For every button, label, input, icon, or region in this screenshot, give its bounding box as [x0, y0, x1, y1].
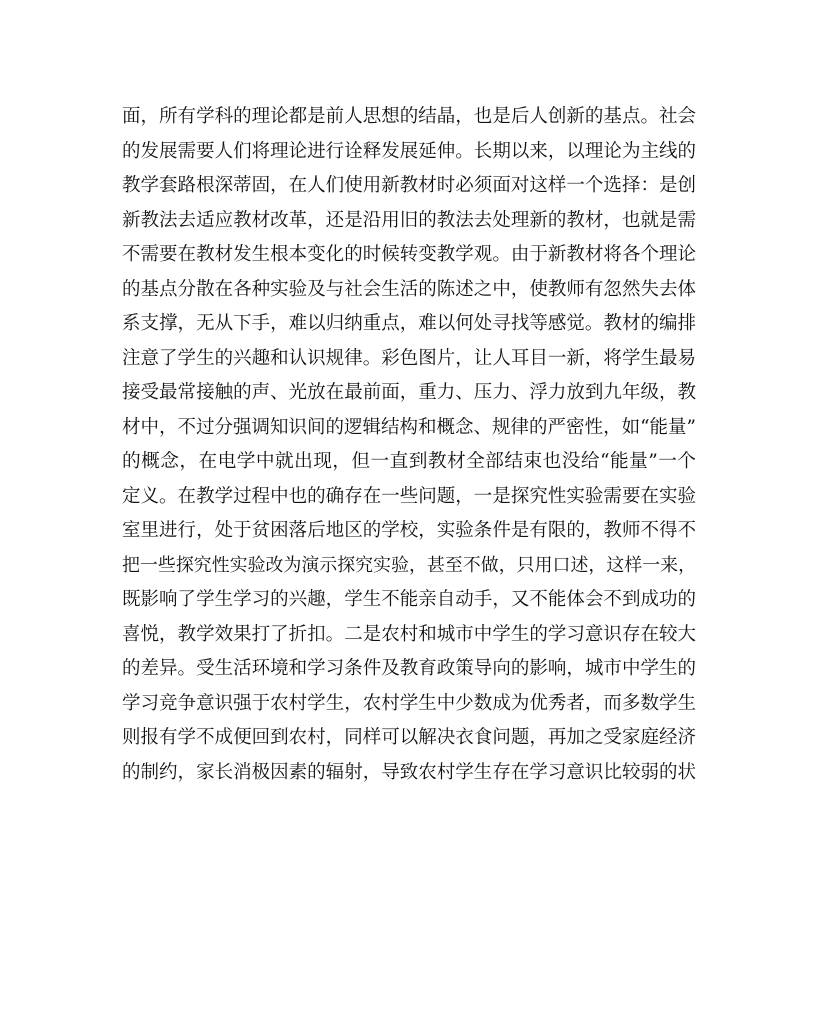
text-line: 面，所有学科的理论都是前人思想的结晶，也是后人创新的基点。社会	[122, 106, 696, 127]
text-line: 接受最常接触的声、光放在最前面，重力、压力、浮力放到九年级，教	[122, 382, 696, 403]
text-line: 的基点分散在各种实验及与社会生活的陈述之中，使教师有忽然失去体	[122, 278, 696, 300]
text-line: 系支撑，无从下手，难以归纳重点，难以何处寻找等感觉。教材的编排	[122, 313, 696, 334]
text-line: 把一些探究性实验改为演示探究实验，甚至不做，只用口述，这样一来，	[122, 554, 696, 576]
text-line: 学习竞争意识强于农村学生，农村学生中少数成为优秀者，而多数学生	[122, 692, 696, 714]
text-line: 室里进行，处于贫困落后地区的学校，实验条件是有限的，教师不得不	[122, 520, 696, 541]
text-line: 的差异。受生活环境和学习条件及教育政策导向的影响，城市中学生的	[122, 658, 696, 679]
text-line: 的概念，在电学中就出现，但一直到教材全部结束也没给“能量”一个	[122, 451, 696, 472]
text-line: 教学套路根深蒂固，在人们使用新教材时必须面对这样一个选择：是创	[122, 175, 696, 196]
text-line: 注意了学生的兴趣和认识规律。彩色图片，让人耳目一新，将学生最易	[122, 347, 696, 369]
text-line: 既影响了学生学习的兴趣，学生不能亲自动手，又不能体会不到成功的	[122, 589, 696, 610]
text-line: 新教法去适应教材改革，还是沿用旧的教法去处理新的教材，也就是需	[122, 209, 696, 231]
text-line: 不需要在教材发生根本变化的时候转变教学观。由于新教材将各个理论	[122, 244, 696, 265]
text-line: 定义。在教学过程中也的确存在一些问题，一是探究性实验需要在实验	[122, 485, 696, 507]
text-line: 则报有学不成便回到农村，同样可以解决衣食问题，再加之受家庭经济	[122, 727, 696, 748]
text-line: 的发展需要人们将理论进行诠释发展延伸。长期以来，以理论为主线的	[122, 140, 696, 162]
text-line: 材中，不过分强调知识间的逻辑结构和概念、规律的严密性，如“能量”	[122, 416, 696, 438]
body-text	[122, 100, 696, 790]
text-line: 喜悦，教学效果打了折扣。二是农村和城市中学生的学习意识存在较大	[122, 623, 696, 645]
text-line: 的制约，家长消极因素的辐射，导致农村学生存在学习意识比较弱的状	[122, 761, 696, 783]
